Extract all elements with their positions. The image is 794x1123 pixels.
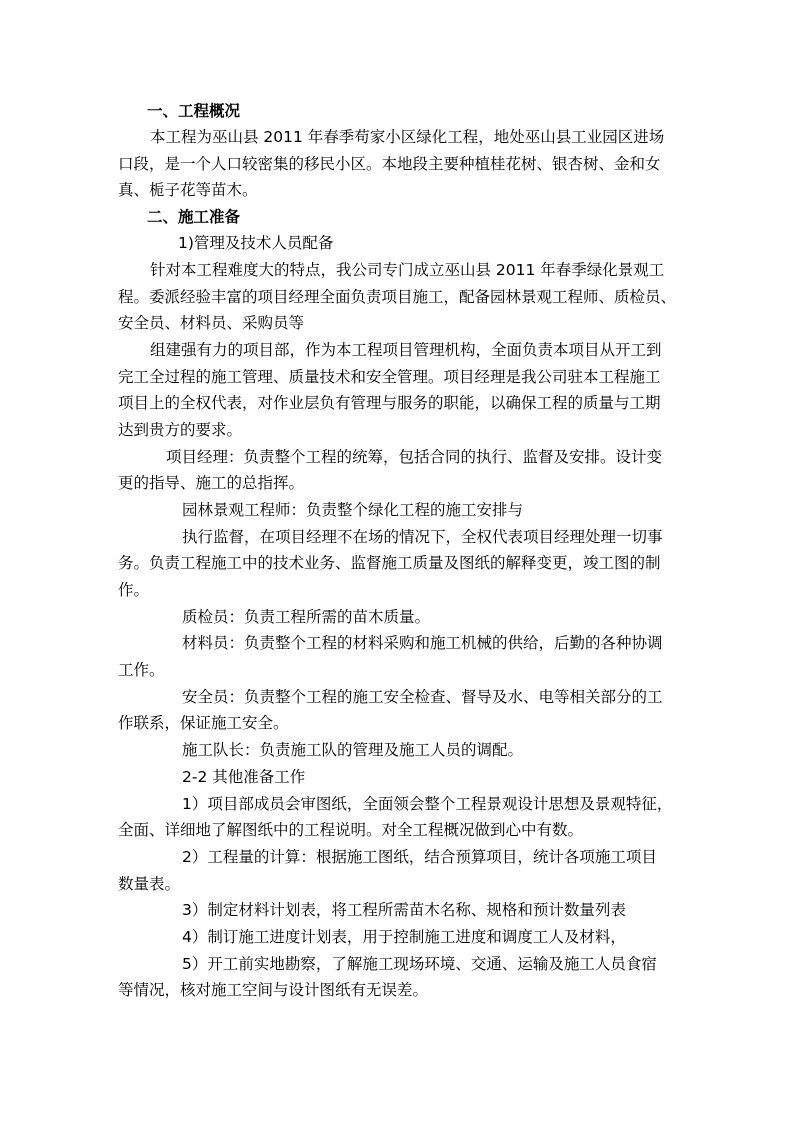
- paragraph-line: 施工队长：负责施工队的管理及施工人员的调配。: [182, 741, 524, 759]
- paragraph-line: 5）开工前实地勘察，了解施工现场环境、交通、运输及施工人员食宿: [182, 955, 657, 973]
- subsection-heading: 1)管理及技术人员配备: [178, 234, 334, 252]
- paragraph-line: 本工程为巫山县 2011 年春季苟家小区绿化工程，地处巫山县工业园区进场: [150, 128, 665, 146]
- paragraph-line: 完工全过程的施工管理、质量技术和安全管理。项目经理是我公司驻本工程施工: [118, 368, 661, 386]
- paragraph-line: 达到贵方的要求。: [118, 421, 243, 439]
- paragraph-line: 3）制定材料计划表，将工程所需苗木名称、规格和预计数量列表: [182, 901, 626, 919]
- paragraph-line: 组建强有力的项目部，作为本工程项目管理机构，全面负责本项目从开工到: [150, 341, 662, 359]
- paragraph-line: 等情况，核对施工空间与设计图纸有无误差。: [118, 981, 429, 999]
- section-heading-preparation: 二、施工准备: [147, 208, 241, 226]
- paragraph-line: 程。委派经验丰富的项目经理全面负责项目施工，配备园林景观工程师、质检员、: [118, 288, 677, 306]
- paragraph-line: 真、栀子花等苗木。: [118, 181, 258, 199]
- paragraph-line: 材料员：负责整个工程的材料采购和施工机械的供给，后勤的各种协调: [182, 634, 663, 652]
- paragraph-line: 2）工程量的计算：根据施工图纸，结合预算项目，统计各项施工项目: [182, 848, 657, 866]
- paragraph-line: 安全员：负责整个工程的施工安全检查、督导及水、电等相关部分的工: [182, 688, 663, 706]
- paragraph-line: 安全员、材料员、采购员等: [118, 314, 305, 332]
- paragraph-line: 项目上的全权代表，对作业层负有管理与服务的职能，以确保工程的质量与工期: [118, 394, 661, 412]
- paragraph-line: 园林景观工程师：负责整个绿化工程的施工安排与: [182, 501, 524, 519]
- paragraph-line: 作联系，保证施工安全。: [118, 714, 289, 732]
- paragraph-line: 全面、详细地了解图纸中的工程说明。对全工程概况做到心中有数。: [118, 821, 584, 839]
- section-heading-overview: 一、工程概况: [147, 102, 241, 120]
- paragraph-line: 务。负责工程施工中的技术业务、监督施工质量及图纸的解释变更，竣工图的制: [118, 554, 661, 572]
- paragraph-line: 更的指导、施工的总指挥。: [118, 474, 305, 492]
- paragraph-line: 执行监督，在项目经理不在场的情况下，全权代表项目经理处理一切事: [182, 528, 663, 546]
- subsection-heading: 2-2 其他准备工作: [182, 768, 306, 786]
- paragraph-line: 针对本工程难度大的特点，我公司专门成立巫山县 2011 年春季绿化景观工: [150, 261, 665, 279]
- paragraph-line: 项目经理：负责整个工程的统筹，包括合同的执行、监督及安排。设计变: [166, 448, 663, 466]
- paragraph-line: 工作。: [118, 661, 165, 679]
- paragraph-line: 口段，是一个人口较密集的移民小区。本地段主要种植桂花树、银杏树、金和女: [118, 155, 661, 173]
- paragraph-line: 作。: [118, 581, 150, 599]
- paragraph-line: 数量表。: [118, 875, 181, 893]
- paragraph-line: 4）制订施工进度计划表，用于控制施工进度和调度工人及材料，: [182, 928, 626, 946]
- paragraph-line: 质检员：负责工程所需的苗木质量。: [182, 608, 431, 626]
- paragraph-line: 1）项目部成员会审图纸，全面领会整个工程景观设计思想及景观特征，: [182, 795, 673, 813]
